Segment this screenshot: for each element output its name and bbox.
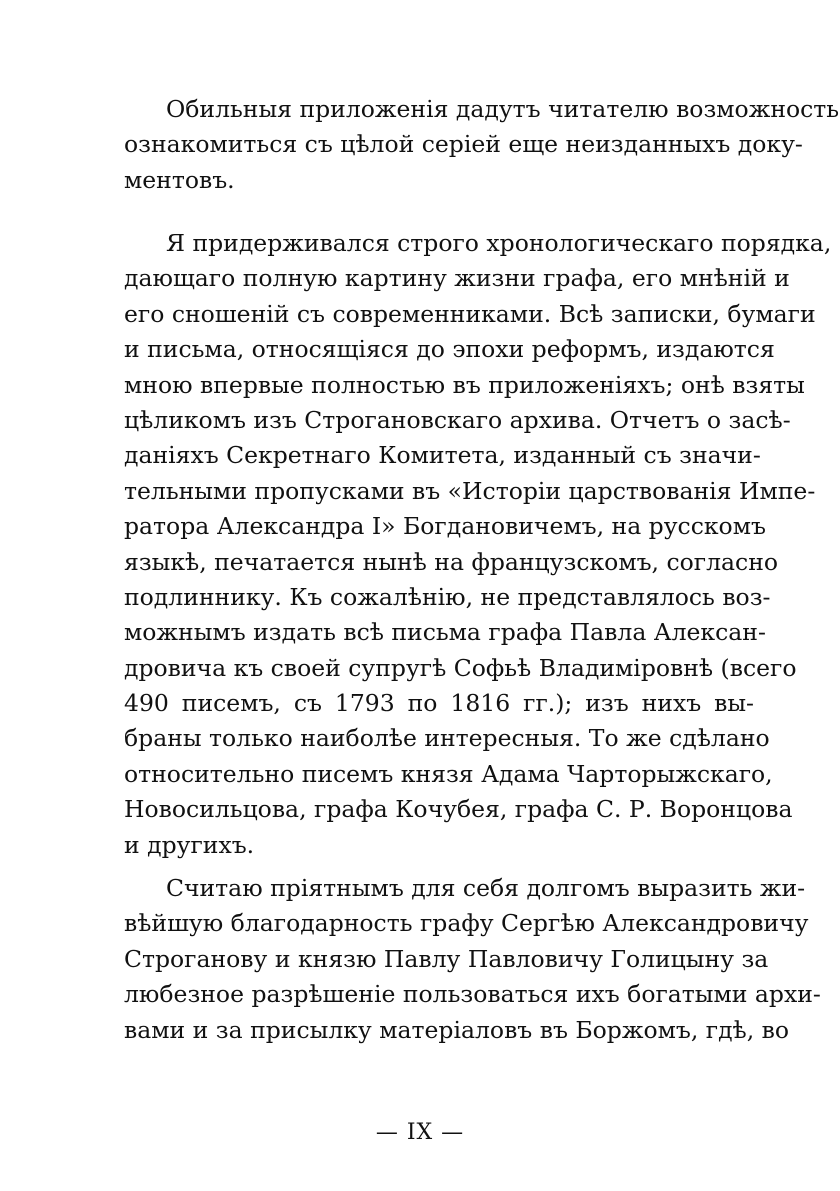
text-line: Я придерживался строго хронологическаго порядка, xyxy=(166,229,832,257)
text-line: его сношеній съ современниками. Всѣ записки, бумаги xyxy=(124,299,816,328)
text-line: Обильныя приложенія дадутъ читателю возможность xyxy=(166,95,840,123)
text-line: можнымъ издать всѣ письма графа Павла Алексан- xyxy=(124,618,766,647)
text-line: дающаго полную картину жизни графа, его мнѣній и xyxy=(124,264,790,293)
text-line: ратора Александра I» Богдановичемъ, на русскомъ xyxy=(124,512,766,541)
text-line: подлиннику. Къ сожалѣнію, не представлялось воз- xyxy=(124,582,771,611)
text-line: браны только наиболѣе интересныя. То же сдѣлано xyxy=(124,724,770,753)
text-line: мною впервые полностью въ приложеніяхъ; онѣ взяты xyxy=(124,370,805,399)
page-number: — IX — xyxy=(375,1120,465,1145)
text-line: вами и за присылку матеріаловъ въ Боржомъ, гдѣ, во xyxy=(124,1015,790,1044)
text-line: языкѣ, печатается нынѣ на французскомъ, согласно xyxy=(124,547,779,576)
text-line: и письма, относящіяся до эпохи реформъ, издаются xyxy=(124,335,775,364)
text-line: относительно писемъ князя Адама Чарторыжскаго, xyxy=(124,759,773,788)
text-line: Считаю пріятнымъ для себя долгомъ выразить жи- xyxy=(166,874,806,902)
text-line: любезное разрѣшеніе пользоваться ихъ богатыми архи- xyxy=(124,980,821,1009)
text-line: цѣликомъ изъ Строгановскаго архива. Отчетъ о засѣ- xyxy=(124,405,791,434)
text-line: дровича къ своей супругѣ Софьѣ Владиміровнѣ (всего xyxy=(124,653,797,682)
text-line: Новосильцова, графа Кочубея, графа С. Р. Воронцова xyxy=(124,795,793,824)
text-line: даніяхъ Секретнаго Комитета, изданный съ значи- xyxy=(124,441,761,470)
text-line: 490 писемъ, съ 1793 по 1816 гг.); изъ нихъ вы- xyxy=(124,689,754,718)
text-line: Строганову и князю Павлу Павловичу Голицыну за xyxy=(124,944,769,973)
text-line: ознакомиться съ цѣлой серіей еще неизданныхъ доку- xyxy=(124,130,803,159)
paragraph-2 xyxy=(124,226,832,863)
text-line: вѣйшую благодарность графу Сергѣю Александровичу xyxy=(124,909,809,938)
text-line: и другихъ. xyxy=(124,830,255,859)
text-line: ментовъ. xyxy=(124,165,235,194)
text-line: тельными пропусками въ «Исторіи царствованія Импе- xyxy=(124,476,816,505)
paragraph-3 xyxy=(124,871,821,1048)
paragraph-1 xyxy=(124,92,840,198)
